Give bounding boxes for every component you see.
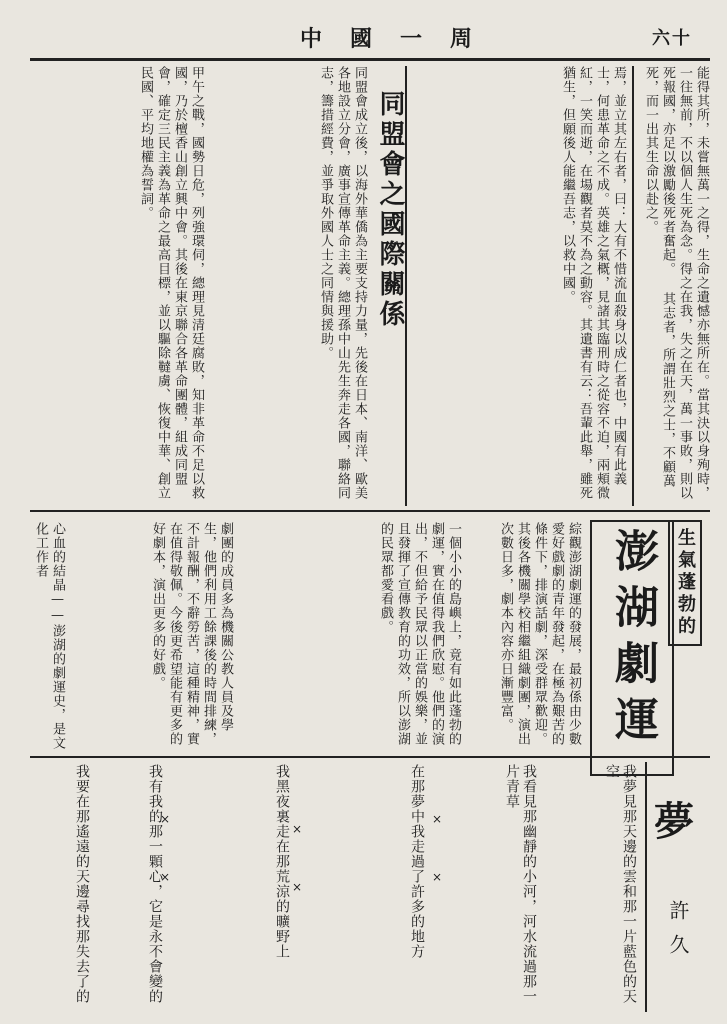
lead-in-quote: 能得其所，未嘗無萬一之得，生命之遺憾亦無所在。當其決以身殉時，一往無前，不以個人生死為念。得之在我，失之在天，萬一事敗，則以死報國，亦足以激勵後死者奮起。 (660, 66, 709, 500)
middle-title-box-label: 生氣蓬勃的 (668, 520, 702, 646)
middle-right-column: 綜觀澎湖劇運的發展，最初係由少數愛好戲劇的青年發起，在極為艱苦的條件下，排演話劇，深受群眾歡迎。其後各機關學校相繼組織劇團，演出次數日多，劇本內容亦日漸豐富。 (498, 522, 581, 746)
middle-article-title: 澎湖劇運 (590, 520, 674, 776)
header-title: 中國一周 (300, 26, 501, 52)
poem-stanza-2: 我看見那幽靜的小河，河水流過那一片青草 (504, 764, 537, 1004)
poem-stanza-3: 在那夢中我走過了許多的地方 (409, 764, 425, 959)
top-lead-in (640, 66, 710, 506)
lead-in-closing: 其志者，所謂壯烈之士，不顧萬死，而一出其生命以赴之。 (643, 66, 675, 488)
separator-mark: × (160, 812, 171, 826)
top-middle-column: 同盟會成立後，以海外華僑為主要支持力量，先後在日本、南洋、歐美各地設立分會，廣事宣傳革命主義。總理孫中山先生奔走各國，聯絡同志，籌措經費，並爭取外國人士之同情與援助。 (318, 66, 367, 500)
middle-middle-column: 一個小小的島嶼上，竟有如此蓬勃的劇運，實在值得我們欣慰。他們的演出，不但給予民眾以正當的娛樂，並且發揮了宣傳教育的功效，所以澎湖的民眾都愛看戲。 (378, 522, 461, 746)
separator-mark: × (432, 870, 443, 884)
top-article-title: 同盟會之國際關係 (375, 90, 405, 330)
poem-stanza-4: 我黑夜裏走在那荒涼的曠野上 (274, 764, 290, 959)
middle-left-column: 劇團的成員多為機關公教人員及學生，他們利用工餘課後的時間排練，不計報酬，不辭勞苦，這種精神，實在值得敬佩。今後更希望能有更多的好劇本，演出更多的好戲。 (150, 522, 233, 746)
section-divider (30, 510, 710, 512)
poem-stanza-6: 我要在那遙遠的天邊尋找那失去了的 (74, 764, 90, 1004)
poem-stanza-5: 我有我的那一顆心，它是永不會變的 (147, 764, 163, 1004)
separator-mark: × (432, 812, 443, 826)
column-divider (645, 762, 647, 1012)
poem-title: 夢 (654, 798, 694, 845)
top-left-column: 甲午之戰，國勢日危，列強環伺，總理見清廷腐敗，知非革命不足以救國，乃於檀香山創立興中會。其後在東京聯合各革命團體，組成同盟會，確定三民主義為革命之最高目標，並以驅除韃虜、恢復中華、創立民國、平均地權為誓詞。 (138, 66, 204, 500)
poem-stanza-1: 我夢見那天邊的雲和那一片藍色的天空 (604, 764, 637, 1004)
section-divider (30, 756, 710, 758)
page-number: 六十 (652, 28, 692, 49)
page-header (30, 18, 710, 61)
separator-mark: × (160, 870, 171, 884)
separator-mark: × (292, 880, 303, 894)
column-divider (632, 66, 634, 506)
top-right-column: 焉，並立其左右者，曰：大有不惜流血殺身以成仁者也，中國有此義士，何患革命之不成。英雄之氣概，見諸其臨刑時之從容不迫，兩頰微紅，一笑而逝，在場觀者莫不為之動容。其遺書有云：吾輩此舉，雖死猶生，但願後人能繼吾志，以救中國。 (560, 66, 626, 500)
poem-author: 許久 (666, 900, 690, 968)
separator-mark: × (292, 822, 303, 836)
middle-byline: 心血的結晶——澎湖的劇運史，是文化工作者 (33, 522, 65, 750)
